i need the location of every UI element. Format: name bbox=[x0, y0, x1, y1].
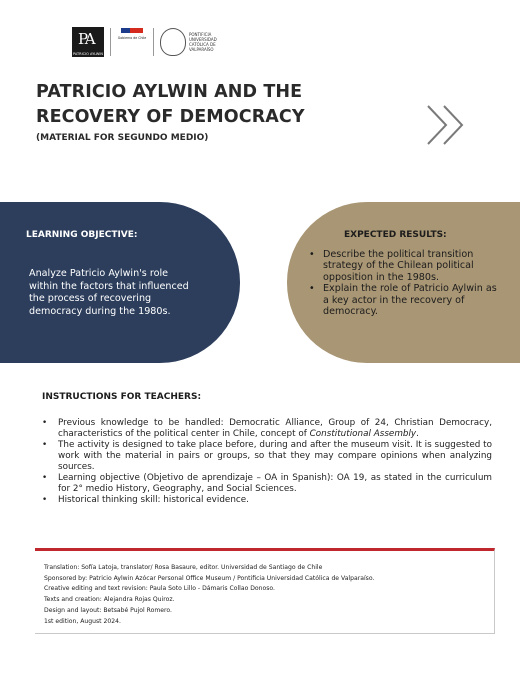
flag-red-bar bbox=[130, 28, 143, 33]
credit-line: Texts and creation: Alejandra Rojas Quiroz. bbox=[44, 596, 175, 604]
logo-divider bbox=[110, 28, 111, 56]
list-item bbox=[306, 283, 516, 317]
credit-line: Translation: Sofía Latoja, translator/ Rosa Basaure, editor. Universidad de Santiago de Chile bbox=[44, 564, 323, 571]
instructions-heading: INSTRUCTIONS FOR TEACHERS: bbox=[42, 392, 202, 402]
credit-line: Design and layout: Betsabé Pujol Romero. bbox=[44, 606, 172, 614]
learning-objective-line: Analyze Patricio Aylwin's role bbox=[29, 268, 169, 279]
result-line: • Describe the political transition bbox=[323, 249, 474, 260]
learning-objective-line: the process of recovering bbox=[29, 293, 152, 305]
learning-objective-line: within the factors that influenced bbox=[29, 280, 189, 292]
list-item: • Historical thinking skill: historical evidence. bbox=[40, 495, 492, 506]
university-logo-line: VALPARAÍSO bbox=[189, 47, 214, 52]
instructions-list bbox=[40, 418, 492, 506]
page-title-line: RECOVERY OF DEMOCRACY bbox=[36, 107, 305, 127]
result-line: opposition in the 1980s. bbox=[323, 271, 440, 283]
instruction-emphasis: Constitutional Assembly bbox=[309, 429, 417, 439]
university-logo-line: CATÓLICA DE bbox=[189, 42, 216, 47]
learning-objective-text bbox=[29, 268, 209, 319]
list-item: • The activity is designed to take place before, during and after the museum visit. It is suggested to work with the material in pairs or groups, so that they may compare opinions when analyzing sources. bbox=[40, 440, 492, 473]
logo-divider bbox=[153, 28, 154, 56]
page-title-line: PATRICIO AYLWIN AND THE bbox=[36, 82, 303, 102]
government-logo-text: Gobierno de Chile bbox=[117, 36, 147, 40]
credits-list bbox=[44, 563, 374, 627]
government-logo bbox=[117, 27, 147, 57]
double-chevron-right-icon bbox=[425, 103, 471, 147]
credit-line: Creative editing and text revision: Paula Soto Lillo - Dámaris Collao Donoso. bbox=[44, 585, 275, 593]
university-logo-text bbox=[189, 32, 227, 52]
page-subtitle: (MATERIAL FOR SEGUNDO MEDIO) bbox=[36, 133, 209, 143]
learning-objective-line: democracy during the 1980s. bbox=[29, 306, 171, 318]
result-line: strategy of the Chilean political bbox=[323, 260, 474, 272]
page-title bbox=[36, 80, 305, 130]
instruction-text: Previous knowledge to be handled: Democratic Alliance, Group of 24, Christian Democracy, characteristics of the political center in Chile, concept of bbox=[58, 418, 492, 439]
museum-logo-mark: PA bbox=[78, 30, 94, 48]
university-logo-line: UNIVERSIDAD bbox=[189, 37, 217, 42]
result-line: democracy. bbox=[323, 306, 378, 318]
credit-line: 1st edition, August 2024. bbox=[44, 617, 121, 625]
credit-line: Sponsored by: Patricio Aylwin Azócar Personal Office Museum / Pontificia Universidad Católica de Valparaíso. bbox=[44, 574, 375, 582]
flag-blue-bar bbox=[121, 28, 130, 33]
header-logos bbox=[72, 27, 227, 57]
result-line: • Explain the role of Patricio Aylwin as bbox=[323, 283, 497, 295]
expected-results-list bbox=[306, 249, 516, 317]
list-item bbox=[306, 249, 516, 283]
museum-logo-name: PATRICIO AYLWIN bbox=[73, 52, 103, 56]
list-item bbox=[40, 418, 492, 440]
university-logo bbox=[160, 28, 227, 56]
learning-objective-heading: LEARNING OBJECTIVE: bbox=[26, 230, 138, 240]
list-item: • Learning objective (Objetivo de aprendizaje – OA in Spanish): OA 19, as stated in the curriculum for 2° medio History, Geography, and Social Sciences. bbox=[40, 473, 492, 495]
instruction-text: . bbox=[416, 429, 419, 439]
result-line: a key actor in the recovery of bbox=[323, 294, 465, 306]
university-logo-line: PONTIFICIA bbox=[189, 32, 212, 37]
museum-logo bbox=[72, 27, 104, 57]
university-seal-icon bbox=[160, 28, 186, 56]
expected-results-heading: EXPECTED RESULTS: bbox=[344, 230, 447, 240]
